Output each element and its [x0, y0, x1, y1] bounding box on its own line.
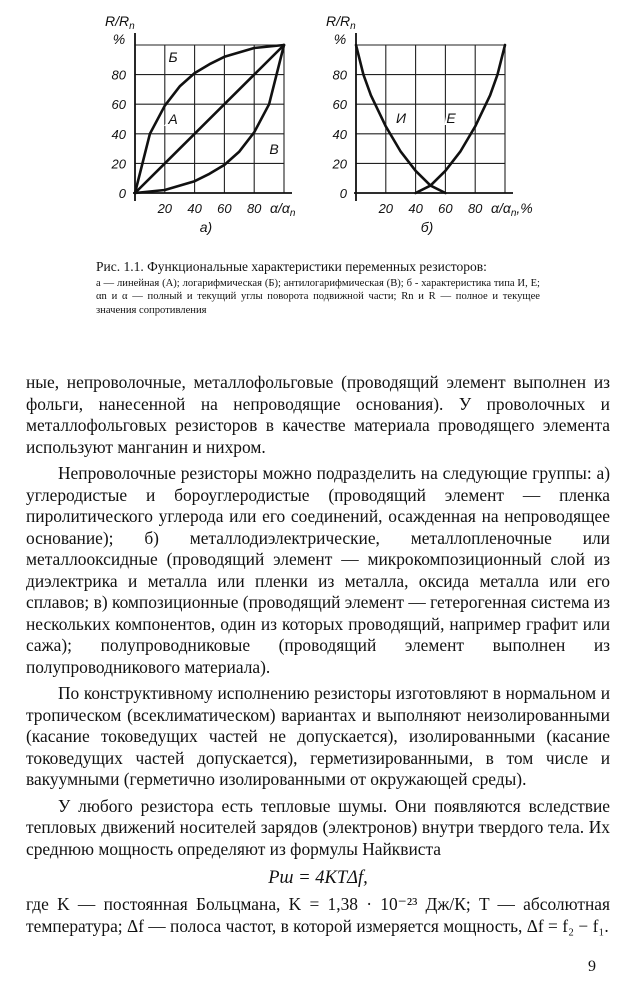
y-tick-label: 40: [111, 126, 126, 142]
y-tick-label: 40: [332, 126, 347, 142]
paragraph-3: По конструктивному исполнению резисторы изготовляют в нормальном и тропическом (всеклиматическом) вариантах и выполняют неизолированными (касание токоведущих частей не допускается), изолированными (касание токоведущих частей допускается), герметизированными, в том числе и вакуумными (герметично изолированными от окружающей среды).: [26, 683, 610, 789]
chart-panel-2: [326, 13, 533, 235]
figure-functional-characteristics: [0, 0, 640, 250]
paragraph-2: Непроволочные резисторы можно подразделить на следующие группы: а) углеродистые и бороуглеродистые (проводящий элемент — пленка пиролитического углерода или его соединений, осажденная на непроводящее основание); б) металлодиэлектрические, металлопленочные или металлооксидные (проводящий элемент — микрокомпозиционный слой из диэлектрика и металла или пленки из металла, оксида металла или его сплавов; в) композиционные (проводящий элемент — гетерогенная система из нескольких компонентов, один из которых проводящий, например графит или сажа); полупроводниковые (проводящий элемент выполнен из полупроводникового материала).: [26, 463, 610, 677]
chart-panel-1: [105, 13, 296, 235]
nyquist-formula: Pш = 4KTΔf,: [268, 868, 368, 888]
figure-caption: [96, 258, 540, 317]
x-axis-label: $\alpha/\alpha_n,\%$: [491, 200, 533, 219]
curve-label-А: А: [168, 111, 178, 127]
x-tick-label: 60: [217, 201, 232, 216]
x-tick-label: 60: [438, 201, 453, 216]
curve-label-И: И: [395, 110, 407, 126]
y-tick-label: 0: [118, 186, 126, 201]
x-tick-label: 20: [378, 201, 394, 216]
paragraph-4: У любого резистора есть тепловые шумы. Они появляются вследствие тепловых движений носителей зарядов (электронов) внутри твердого тела. Их среднюю мощность определяют из формулы Найквиста: [26, 795, 610, 859]
y-tick-label: 80: [111, 67, 126, 83]
x-tick-label: 40: [187, 201, 202, 216]
y-tick-label: 0: [339, 186, 347, 201]
y-tick-label: 60: [332, 97, 347, 113]
caption-title: Рис. 1.1. Функциональные характеристики переменных резисторов:: [96, 259, 487, 274]
y-tick-label: 20: [332, 156, 347, 172]
body-text: [26, 372, 610, 937]
y-axis-unit: %: [333, 31, 347, 47]
x-axis-label: $\alpha/\alpha_n$: [270, 200, 296, 219]
y-tick-label: 80: [332, 67, 347, 83]
x-tick-label: 20: [157, 201, 173, 216]
y-axis-label: $R/R_n$: [105, 13, 135, 32]
y-tick-label: 20: [111, 156, 126, 172]
panel-label: а): [199, 219, 213, 235]
y-tick-label: 60: [111, 97, 126, 113]
x-tick-label: 80: [467, 201, 483, 216]
paragraph-1: ные, непроволочные, металлофольговые (проводящий элемент выполнен из фольги, нанесенной на непроводящие основания). У проволочных и металлофольговых резисторов в качестве материала проводящего элемента используют манганин и нихром.: [26, 372, 610, 457]
paragraph-5: где K — постоянная Больцмана, K = 1,38 · 10⁻²³ Дж/К; T — абсолютная температура; Δf — полоса частот, в которой измеряется мощность, Δf = f₂ − f₁.: [26, 894, 610, 936]
page-number: 9: [588, 958, 596, 975]
panel-label: б): [420, 219, 434, 235]
caption-detail: а — линейная (А); логарифмическая (Б); антилогарифмическая (В); б - характеристика типа И, Е; αn и α — полный и текущий углы поворота подвижной части; Rn и R — полное и текущее значения сопротивления: [96, 278, 540, 316]
curve-label-Е: Е: [446, 110, 456, 126]
curve-Е: [416, 45, 505, 193]
curve-label-В: В: [269, 141, 279, 157]
y-axis-unit: %: [112, 31, 126, 47]
x-tick-label: 80: [246, 201, 262, 216]
y-axis-label: $R/R_n$: [326, 13, 356, 32]
x-tick-label: 40: [408, 201, 423, 216]
curve-label-Б: Б: [168, 49, 178, 65]
